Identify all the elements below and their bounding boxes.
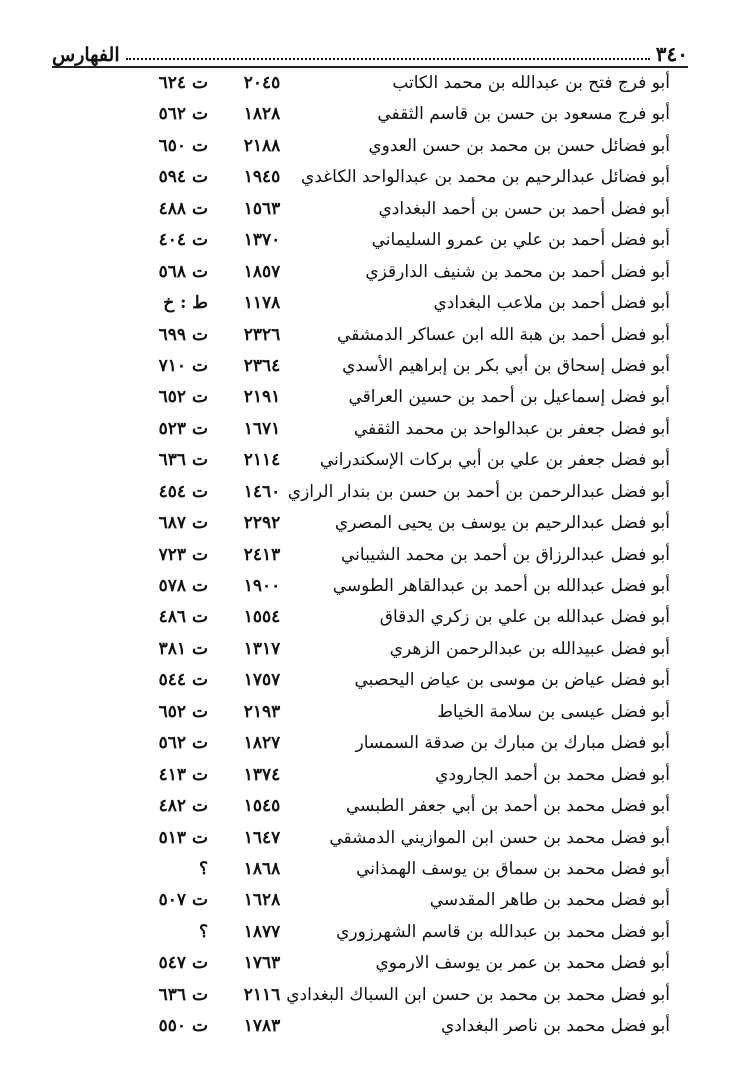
entry-number: ١٧٦٣ <box>243 953 281 974</box>
entry-reference: ت ٥٦٨ <box>158 261 208 282</box>
entry-name: أبو فضل محمد بن سماق بن يوسف الهمذاني <box>356 858 670 879</box>
entry-number: ٢١١٤ <box>243 450 281 471</box>
entry-name: أبو فضل جعفر بن عبدالواحد بن محمد الثقفي <box>353 418 670 439</box>
entry-number: ١٥٦٣ <box>243 198 281 219</box>
entry-reference: ت ٦٢٤ <box>158 73 208 93</box>
index-entry <box>0 384 746 415</box>
entry-reference: ت ٦٩٩ <box>158 324 208 345</box>
index-entry <box>0 164 746 195</box>
entry-number: ٢٣٦٤ <box>243 355 281 376</box>
entry-number: ٢٤١٣ <box>243 544 281 565</box>
entry-number: ١٨٥٧ <box>243 261 281 282</box>
entry-number: ١٣٧٠ <box>243 230 281 251</box>
entry-name: أبو فضل محمد بن حسن ابن الموازيني الدمشقي <box>329 827 670 848</box>
index-entry <box>0 101 746 132</box>
entry-reference: ت ٥٠٧ <box>158 890 208 911</box>
index-entry <box>0 856 746 887</box>
index-entry <box>0 762 746 793</box>
entry-number: ١٧٥٧ <box>243 670 281 691</box>
entry-reference: ت ٥٤٤ <box>158 670 208 691</box>
index-entry <box>0 667 746 698</box>
entry-number: ١١٧٨ <box>243 293 281 314</box>
index-entry <box>0 447 746 478</box>
index-entry <box>0 227 746 258</box>
entry-name: أبو فضل محمد بن عمر بن يوسف الارموي <box>375 953 670 974</box>
entry-name: أبو فضل محمد بن طاهر المقدسي <box>429 890 670 911</box>
index-entry <box>0 573 746 604</box>
page-number: ٣٤٠ <box>655 42 688 66</box>
entry-reference: ت ٦٥٢ <box>158 387 208 408</box>
entry-name: أبو فرج مسعود بن حسن بن قاسم الثقفي <box>377 104 670 125</box>
entry-number: ٢١٩١ <box>243 387 281 408</box>
entry-name: أبو فضل محمد بن أحمد الجارودي <box>435 764 670 785</box>
index-entry <box>0 950 746 981</box>
entry-reference: ت ٦٥٠ <box>158 135 208 156</box>
entry-reference: ت ٤١٣ <box>158 764 208 785</box>
entry-name: أبو فضل عياض بن موسى بن عياض اليحصبي <box>354 670 670 691</box>
entry-number: ٢٢٩٢ <box>243 513 281 534</box>
entry-reference: ؟ <box>198 921 208 942</box>
entry-number: ٢٣٢٦ <box>243 324 281 345</box>
index-entry <box>0 259 746 290</box>
entry-name: أبو فضل محمد بن ناصر البغدادي <box>441 1016 670 1037</box>
entry-name: أبو فضل عبدالرحمن بن أحمد بن حسن بن بندار الرازي <box>287 481 670 502</box>
entry-name: أبو فضائل عبدالرحيم بن محمد بن عبدالواحد الكاغدي <box>301 167 670 188</box>
entry-name: أبو فضل جعفر بن علي بن أبي بركات الإسكندراني <box>319 450 670 471</box>
index-entry <box>0 133 746 164</box>
entry-reference: ت ٥٩٤ <box>158 167 208 188</box>
index-entry <box>0 70 746 101</box>
entry-number: ١٩٠٠ <box>243 576 281 596</box>
entry-reference: ت ٤٥٤ <box>158 481 208 502</box>
entry-number: ١٥٤٥ <box>243 796 281 817</box>
entry-name: أبو فضل عبدالله بن علي بن زكري الدقاق <box>379 607 670 628</box>
entry-number: ١٨٢٨ <box>243 104 281 125</box>
entry-name: أبو فضل عبدالله بن أحمد بن عبدالقاهر الطوسي <box>332 576 670 596</box>
entry-reference: ت ٦٥٢ <box>158 701 208 722</box>
index-entry <box>0 542 746 573</box>
entry-number: ١٥٥٤ <box>243 607 281 628</box>
index-entry <box>0 636 746 667</box>
entry-name: أبو فضل محمد بن أحمد بن أبي جعفر الطبسي <box>346 796 670 817</box>
entry-name: أبو فضل أحمد بن محمد بن شنيف الدارقزي <box>365 261 670 282</box>
index-list <box>0 70 746 1045</box>
entry-name: أبو فضل مبارك بن مبارك بن صدقة السمسار <box>355 733 670 754</box>
entry-number: ١٦٢٨ <box>243 890 281 911</box>
entry-name: أبو فضائل حسن بن محمد بن حسن العدوي <box>368 135 670 156</box>
entry-reference: ت ٥٦٢ <box>158 104 208 125</box>
entry-name: أبو فضل عبيدالله بن عبدالرحمن الزهري <box>389 638 670 659</box>
entry-name: أبو فضل محمد بن عبدالله بن قاسم الشهرزوري <box>336 921 670 942</box>
entry-name: أبو فضل محمد بن محمد بن حسن ابن السباك البغدادي <box>286 984 670 1005</box>
page-header <box>52 36 688 66</box>
entry-reference: ؟ <box>198 858 208 879</box>
entry-number: ٢١١٦ <box>243 984 281 1005</box>
index-entry <box>0 510 746 541</box>
index-entry <box>0 604 746 635</box>
entry-reference: ت ٥١٣ <box>158 827 208 848</box>
entry-reference: ت ٥٥٠ <box>158 1016 208 1037</box>
index-entry <box>0 793 746 824</box>
index-entry <box>0 353 746 384</box>
entry-reference: ت ٦٣٦ <box>158 984 208 1005</box>
index-entry <box>0 919 746 950</box>
section-title: الفهارس <box>52 44 120 66</box>
entry-reference: ت ٧٢٣ <box>158 544 208 565</box>
index-entry <box>0 416 746 447</box>
entry-name: أبو فضل عبدالرحيم بن يوسف بن يحيى المصري <box>334 513 670 534</box>
index-entry <box>0 699 746 730</box>
entry-name: أبو فضل أحمد بن ملاعب البغدادي <box>433 293 670 314</box>
entry-reference: ت ٥٧٨ <box>158 576 208 596</box>
entry-name: أبو فضل إسحاق بن أبي بكر بن إبراهيم الأسدي <box>342 355 670 376</box>
entry-reference: ت ٤٨٦ <box>158 607 208 628</box>
entry-reference: ت ٥٦٢ <box>158 733 208 754</box>
entry-name: أبو فضل إسماعيل بن أحمد بن حسين العراقي <box>348 387 670 408</box>
entry-number: ١٨٦٨ <box>243 858 281 879</box>
entry-number: ١٦٧١ <box>243 418 281 439</box>
entry-name: أبو فضل أحمد بن علي بن عمرو السليماني <box>371 230 670 251</box>
entry-reference: ت ٥٤٧ <box>158 953 208 974</box>
index-entry <box>0 322 746 353</box>
leader-dots <box>126 58 650 60</box>
entry-reference: ت ٤٨٢ <box>158 796 208 817</box>
entry-name: أبو فرج فتح بن عبدالله بن محمد الكاتب <box>392 73 670 93</box>
entry-reference: ت ٤٨٨ <box>158 198 208 219</box>
index-entry <box>0 887 746 918</box>
entry-reference: ط : خ <box>163 293 208 314</box>
entry-number: ١٩٤٥ <box>243 167 281 188</box>
index-entry <box>0 290 746 321</box>
entry-number: ١٦٤٧ <box>243 827 281 848</box>
entry-reference: ت ٣٨١ <box>158 638 208 659</box>
entry-name: أبو فضل عيسى بن سلامة الخياط <box>437 701 670 722</box>
entry-number: ١٨٢٧ <box>243 733 281 754</box>
index-entry <box>0 479 746 510</box>
entry-reference: ت ٦٣٦ <box>158 450 208 471</box>
entry-reference: ت ٧١٠ <box>158 355 208 376</box>
index-entry <box>0 730 746 761</box>
index-entry <box>0 1013 746 1044</box>
entry-reference: ت ٥٢٣ <box>158 418 208 439</box>
entry-number: ١٣١٧ <box>243 638 281 659</box>
entry-number: ١٧٨٣ <box>243 1016 281 1037</box>
index-entry <box>0 982 746 1013</box>
entry-number: ١٣٧٤ <box>243 764 281 785</box>
index-entry <box>0 825 746 856</box>
entry-number: ٢١٨٨ <box>243 135 281 156</box>
entry-reference: ت ٤٠٤ <box>158 230 208 251</box>
entry-name: أبو فضل أحمد بن حسن بن أحمد البغدادي <box>378 198 670 219</box>
index-entry <box>0 196 746 227</box>
header-rule <box>52 66 688 68</box>
entry-number: ٢١٩٣ <box>243 701 281 722</box>
entry-number: ١٨٧٧ <box>243 921 281 942</box>
entry-number: ٢٠٤٥ <box>243 73 281 93</box>
entry-reference: ت ٦٨٧ <box>158 513 208 534</box>
entry-name: أبو فضل أحمد بن هبة الله ابن عساكر الدمشقي <box>337 324 670 345</box>
entry-number: ١٤٦٠ <box>243 481 281 502</box>
entry-name: أبو فضل عبدالرزاق بن أحمد بن محمد الشيباني <box>341 544 670 565</box>
